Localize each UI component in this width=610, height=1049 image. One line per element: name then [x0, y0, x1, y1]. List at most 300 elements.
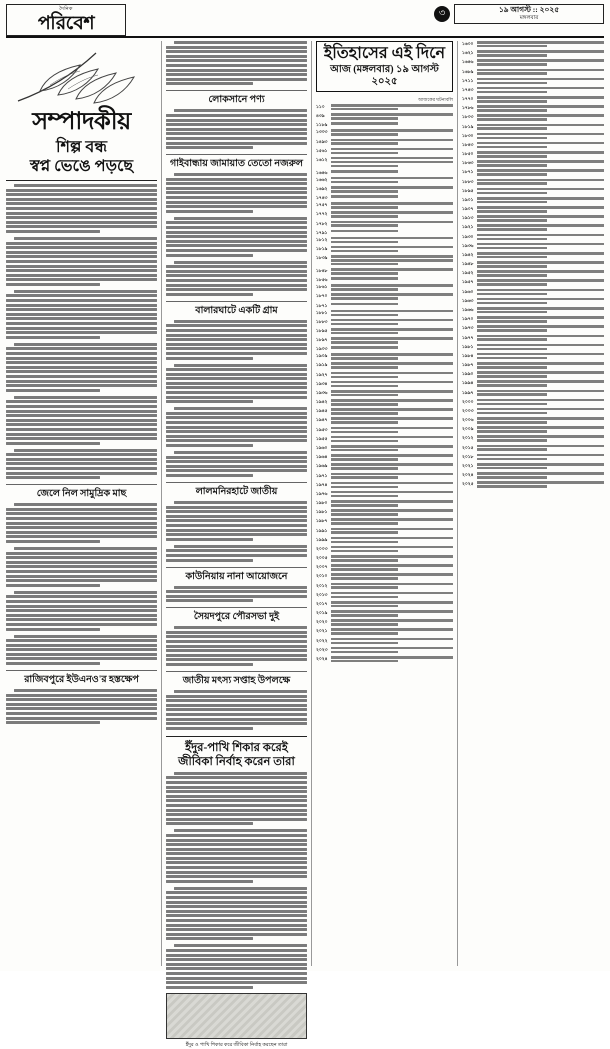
history-event-year: ১৯৪২ — [462, 251, 474, 257]
text-line — [6, 467, 157, 470]
text-line — [6, 698, 157, 701]
text-line — [6, 260, 157, 263]
text-line — [477, 412, 547, 415]
history-event-row — [316, 353, 453, 361]
text-line — [174, 887, 307, 890]
article-body — [166, 109, 307, 149]
text-line — [331, 268, 453, 271]
text-line — [477, 476, 547, 479]
text-line — [477, 87, 604, 90]
text-line — [477, 63, 547, 66]
text-line — [331, 202, 453, 205]
text-line — [166, 426, 307, 429]
text-line — [331, 642, 398, 645]
text-line — [331, 376, 398, 379]
text-line — [166, 474, 253, 477]
history-event-year: ১৯৪৫ — [316, 408, 328, 414]
history-event-row — [316, 647, 453, 655]
history-event-year: ১৯৬৬ — [462, 306, 474, 312]
text-line — [6, 419, 157, 422]
text-line — [166, 524, 307, 527]
history-event-row — [462, 179, 604, 187]
text-line — [477, 448, 547, 451]
history-event-year: ১৭৪৩ — [462, 86, 474, 92]
history-event-text — [477, 289, 604, 297]
text-line — [6, 308, 157, 311]
text-line — [166, 538, 253, 541]
text-line — [166, 822, 253, 825]
history-event-row — [462, 353, 604, 361]
history-event-text — [477, 160, 604, 168]
text-line — [6, 352, 157, 355]
history-event-row — [316, 202, 453, 210]
text-line — [477, 215, 604, 218]
text-line — [6, 242, 157, 245]
history-event-year: ১৯৬০ — [316, 445, 328, 450]
text-line — [166, 654, 307, 657]
history-event-row — [316, 157, 453, 169]
text-line — [166, 377, 307, 380]
history-event-text — [477, 114, 604, 122]
text-line — [6, 694, 157, 697]
text-line — [166, 400, 253, 403]
history-event-text — [331, 122, 453, 128]
text-line — [6, 556, 157, 559]
text-line — [477, 54, 547, 57]
text-line — [477, 390, 604, 393]
column2-lead-body — [166, 41, 307, 85]
text-line — [166, 919, 307, 922]
text-line — [166, 119, 307, 122]
history-event-row — [462, 234, 604, 242]
text-line — [6, 299, 157, 302]
history-event-text — [477, 325, 604, 333]
text-line — [331, 403, 398, 406]
text-line — [331, 482, 453, 485]
text-line — [166, 649, 307, 652]
history-event-row — [462, 325, 604, 333]
text-line — [331, 454, 453, 457]
text-line — [331, 133, 398, 136]
text-line — [331, 647, 453, 650]
history-event-year: ২০০০ — [462, 398, 474, 404]
article-body-jele-nil — [6, 503, 157, 665]
paragraph — [166, 217, 307, 257]
history-event-year: ১৯৯৭ — [462, 389, 474, 395]
text-line — [331, 656, 453, 659]
history-event-row — [316, 628, 453, 636]
text-line — [6, 618, 157, 621]
history-event-row — [316, 592, 453, 600]
history-event-text — [477, 96, 604, 104]
text-line — [6, 198, 157, 201]
history-event-year: ১৮৩৯ — [316, 255, 328, 261]
text-line — [166, 249, 307, 252]
paragraph — [6, 290, 157, 339]
text-line — [166, 977, 307, 980]
history-event-row — [462, 151, 604, 159]
text-line — [331, 537, 453, 540]
text-line — [166, 270, 307, 273]
text-line — [477, 169, 604, 172]
text-line — [331, 230, 398, 233]
history-event-row — [316, 284, 453, 292]
text-line — [166, 288, 307, 291]
history-event-row — [316, 122, 453, 128]
history-event-text — [331, 148, 453, 156]
text-line — [331, 221, 453, 224]
text-line — [331, 660, 398, 663]
history-event-row — [462, 114, 604, 122]
history-event-year: ১৮১৯ — [462, 123, 474, 129]
article-body — [166, 320, 307, 477]
text-line — [174, 364, 307, 367]
text-line — [331, 632, 398, 635]
text-line — [477, 362, 604, 365]
paragraph — [166, 364, 307, 404]
history-event-year: ১৮৬৩ — [462, 160, 474, 166]
history-event-text — [331, 221, 453, 229]
text-line — [331, 303, 398, 306]
history-event-row — [462, 316, 604, 324]
text-line — [477, 481, 604, 484]
history-event-year: ২০১২ — [462, 435, 474, 441]
history-event-text — [331, 372, 453, 380]
history-event-text — [477, 261, 604, 269]
history-event-year: ২০০৫ — [316, 555, 328, 561]
history-event-row — [316, 148, 453, 156]
text-line — [6, 389, 100, 392]
text-line — [331, 206, 398, 209]
text-line — [166, 324, 307, 327]
feature-headline-line1: ইঁদুর-পাখি শিকার করেই — [185, 741, 288, 754]
history-event-text — [331, 445, 453, 453]
history-event-year: ১৮৯৭ — [316, 337, 328, 343]
text-line — [331, 241, 398, 244]
article-title: কাউনিয়ায় নানা আয়োজনে — [166, 567, 307, 583]
text-line — [6, 202, 157, 205]
paragraph — [6, 591, 157, 631]
text-line — [477, 192, 547, 195]
history-event-text — [477, 270, 604, 278]
text-line — [166, 357, 253, 360]
text-line — [166, 928, 307, 931]
feature-body — [166, 772, 307, 989]
text-line — [166, 465, 307, 468]
text-line — [166, 254, 253, 257]
paragraph — [6, 689, 157, 724]
history-event-row — [316, 610, 453, 618]
history-event-year: ১৯৮১ — [316, 509, 328, 515]
text-line — [331, 559, 398, 562]
history-event-year: ২০০৩ — [462, 407, 474, 413]
history-event-text — [331, 546, 453, 554]
history-event-row — [462, 426, 604, 434]
history-event-text — [331, 509, 453, 517]
text-line — [331, 509, 453, 512]
history-event-row — [316, 170, 453, 176]
paragraph — [6, 449, 157, 480]
issue-number-badge: ৩ — [434, 6, 450, 22]
text-line — [477, 270, 604, 273]
feature-photo-caption: ইঁদুর ও পাখি শিকার করে জীবিকা নির্বাহ করছেন তারা — [185, 1042, 288, 1048]
history-event-text — [477, 279, 604, 287]
article-body-rajibpur — [6, 689, 157, 724]
history-event-year: ২০১২ — [316, 582, 328, 588]
text-line — [331, 651, 398, 654]
text-line — [166, 274, 307, 277]
history-event-row — [462, 380, 604, 388]
editorial-section-label: সম্পাদকীয় — [32, 109, 131, 135]
text-line — [174, 586, 307, 589]
history-event-text — [477, 399, 604, 407]
text-line — [477, 243, 604, 246]
text-line — [331, 152, 398, 155]
text-line — [477, 173, 547, 176]
text-line — [166, 986, 253, 989]
text-line — [6, 648, 157, 651]
text-line — [166, 439, 307, 442]
history-event-text — [331, 113, 453, 121]
column2-sections — [166, 90, 307, 729]
text-line — [166, 352, 307, 355]
text-line — [477, 109, 547, 112]
history-event-row — [462, 344, 604, 352]
text-line — [166, 78, 307, 81]
history-event-row — [462, 481, 604, 489]
history-event-row — [316, 482, 453, 490]
history-event-text — [331, 328, 453, 336]
text-line — [166, 695, 307, 698]
text-line — [477, 69, 604, 72]
text-line — [166, 235, 307, 238]
history-event-row — [316, 293, 453, 301]
history-event-text — [331, 346, 453, 352]
text-line — [6, 251, 157, 254]
paragraph — [166, 772, 307, 826]
text-line — [477, 261, 604, 264]
history-event-text — [331, 454, 453, 462]
history-subtitle: আজ (মঙ্গলবার) ১৯ আগস্ট ২০২৫ — [330, 64, 439, 87]
history-event-text — [331, 427, 453, 435]
history-event-text — [477, 344, 604, 352]
text-line — [6, 304, 157, 307]
history-event-year: ১৮১২ — [316, 236, 328, 242]
history-event-text — [477, 50, 604, 58]
text-line — [166, 373, 307, 376]
text-line — [166, 813, 307, 816]
text-line — [174, 626, 307, 629]
paragraph — [6, 396, 157, 445]
text-line — [331, 165, 398, 168]
text-line — [331, 394, 398, 397]
text-line — [6, 639, 157, 642]
text-line — [166, 914, 307, 917]
column-editorial — [6, 41, 162, 966]
history-event-row — [462, 371, 604, 379]
text-line — [331, 323, 398, 326]
text-line — [174, 173, 307, 176]
history-event-text — [477, 105, 604, 113]
history-event-year: ১৮৫০ — [462, 151, 474, 157]
text-line — [477, 247, 547, 250]
text-line — [14, 396, 157, 399]
text-line — [477, 399, 604, 402]
text-line — [331, 412, 398, 415]
text-line — [477, 91, 547, 94]
article-title-rajibpur: রাজিবপুরে ইউএনও'র হস্তক্ষেপ — [6, 670, 157, 686]
article-title: লালমনিরহাটে জাতীয় — [166, 482, 307, 498]
text-line — [166, 635, 307, 638]
history-event-row — [316, 221, 453, 229]
text-line — [14, 237, 157, 240]
text-line — [331, 293, 453, 296]
text-line — [331, 148, 453, 151]
history-event-text — [331, 628, 453, 636]
text-line — [477, 146, 547, 149]
history-event-text — [477, 78, 604, 86]
date-primary: ১৯ আগস্ট :: ২০২৫ — [498, 5, 560, 14]
text-line — [331, 314, 398, 317]
text-line — [166, 69, 307, 72]
text-line — [477, 338, 547, 341]
history-event-year: ১৮৪৮ — [316, 268, 328, 274]
text-line — [477, 82, 547, 85]
history-event-row — [462, 298, 604, 306]
text-line — [477, 238, 547, 241]
text-line — [6, 628, 100, 631]
text-line — [477, 210, 547, 213]
text-line — [166, 265, 307, 268]
text-line — [477, 201, 547, 204]
text-line — [166, 631, 307, 634]
text-line — [477, 155, 547, 158]
history-event-text — [331, 211, 453, 219]
text-line — [6, 370, 157, 373]
history-event-year: ১৯৪৭ — [316, 417, 328, 423]
text-line — [174, 320, 307, 323]
history-event-text — [331, 500, 453, 508]
text-line — [166, 549, 307, 552]
paragraph — [166, 173, 307, 213]
history-event-row — [316, 528, 453, 536]
text-line — [477, 472, 604, 475]
text-line — [477, 197, 604, 200]
text-line — [477, 105, 604, 108]
text-line — [6, 517, 157, 520]
history-event-text — [477, 362, 604, 370]
text-line — [6, 274, 157, 277]
text-line — [6, 357, 157, 360]
text-line — [166, 191, 307, 194]
text-line — [166, 515, 307, 518]
history-event-text — [331, 170, 453, 176]
text-line — [331, 568, 398, 571]
text-line — [331, 619, 453, 622]
history-event-row — [462, 50, 604, 58]
history-event-row — [462, 408, 604, 416]
text-line — [477, 252, 604, 255]
history-event-year: ১৮১৯ — [316, 245, 328, 251]
text-line — [477, 206, 604, 209]
text-line — [6, 531, 157, 534]
history-event-row — [462, 133, 604, 141]
text-line — [6, 653, 157, 656]
text-line — [166, 231, 307, 234]
text-line — [174, 407, 307, 410]
text-line — [6, 614, 157, 617]
text-line — [477, 279, 604, 282]
history-event-text — [477, 41, 604, 49]
text-line — [331, 476, 398, 479]
history-event-row — [316, 113, 453, 121]
text-line — [331, 546, 453, 549]
text-line — [166, 727, 253, 730]
history-event-year: ১৯৫৭ — [462, 279, 474, 285]
history-event-year: ১৮৬১ — [316, 284, 328, 290]
text-line — [166, 781, 307, 784]
history-event-year: ১৭৭২ — [316, 211, 328, 217]
text-line — [331, 601, 453, 604]
text-line — [166, 533, 307, 536]
article-body — [166, 690, 307, 730]
article-title: লোকসানে পণ্য — [166, 90, 307, 106]
paragraph — [166, 626, 307, 666]
text-line — [331, 390, 453, 393]
paragraph — [166, 320, 307, 360]
text-line — [166, 843, 307, 846]
text-line — [331, 129, 453, 132]
column-history-right — [458, 41, 604, 966]
history-event-row — [316, 246, 453, 254]
text-line — [166, 226, 307, 229]
text-line — [477, 114, 604, 117]
history-event-text — [477, 188, 604, 196]
text-line — [6, 453, 157, 456]
history-event-text — [477, 252, 604, 260]
history-event-text — [477, 335, 604, 343]
history-event-text — [331, 237, 453, 245]
text-line — [477, 151, 604, 154]
text-line — [477, 344, 604, 347]
text-line — [166, 795, 307, 798]
history-event-text — [477, 390, 604, 398]
text-line — [6, 526, 157, 529]
history-event-year: ১৮৭১ — [462, 169, 474, 175]
text-line — [166, 421, 307, 424]
text-line — [166, 50, 307, 53]
text-line — [166, 343, 307, 346]
history-event-text — [477, 472, 604, 480]
history-event-text — [331, 353, 453, 361]
article-title: গাইবান্ধায় জামায়াত তেতো নজরুল — [166, 154, 307, 170]
text-line — [331, 500, 453, 503]
text-line — [331, 431, 398, 434]
text-line — [166, 73, 307, 76]
history-event-text — [477, 224, 604, 232]
text-line — [6, 405, 157, 408]
text-line — [6, 712, 157, 715]
text-line — [6, 476, 100, 479]
text-line — [166, 201, 307, 204]
text-line — [166, 114, 307, 117]
history-event-year: ১৭৭০ — [462, 96, 474, 102]
history-event-year: ২০২০ — [316, 619, 328, 625]
text-line — [6, 380, 157, 383]
text-line — [166, 891, 307, 894]
history-event-text — [331, 537, 453, 545]
history-event-text — [331, 555, 453, 563]
